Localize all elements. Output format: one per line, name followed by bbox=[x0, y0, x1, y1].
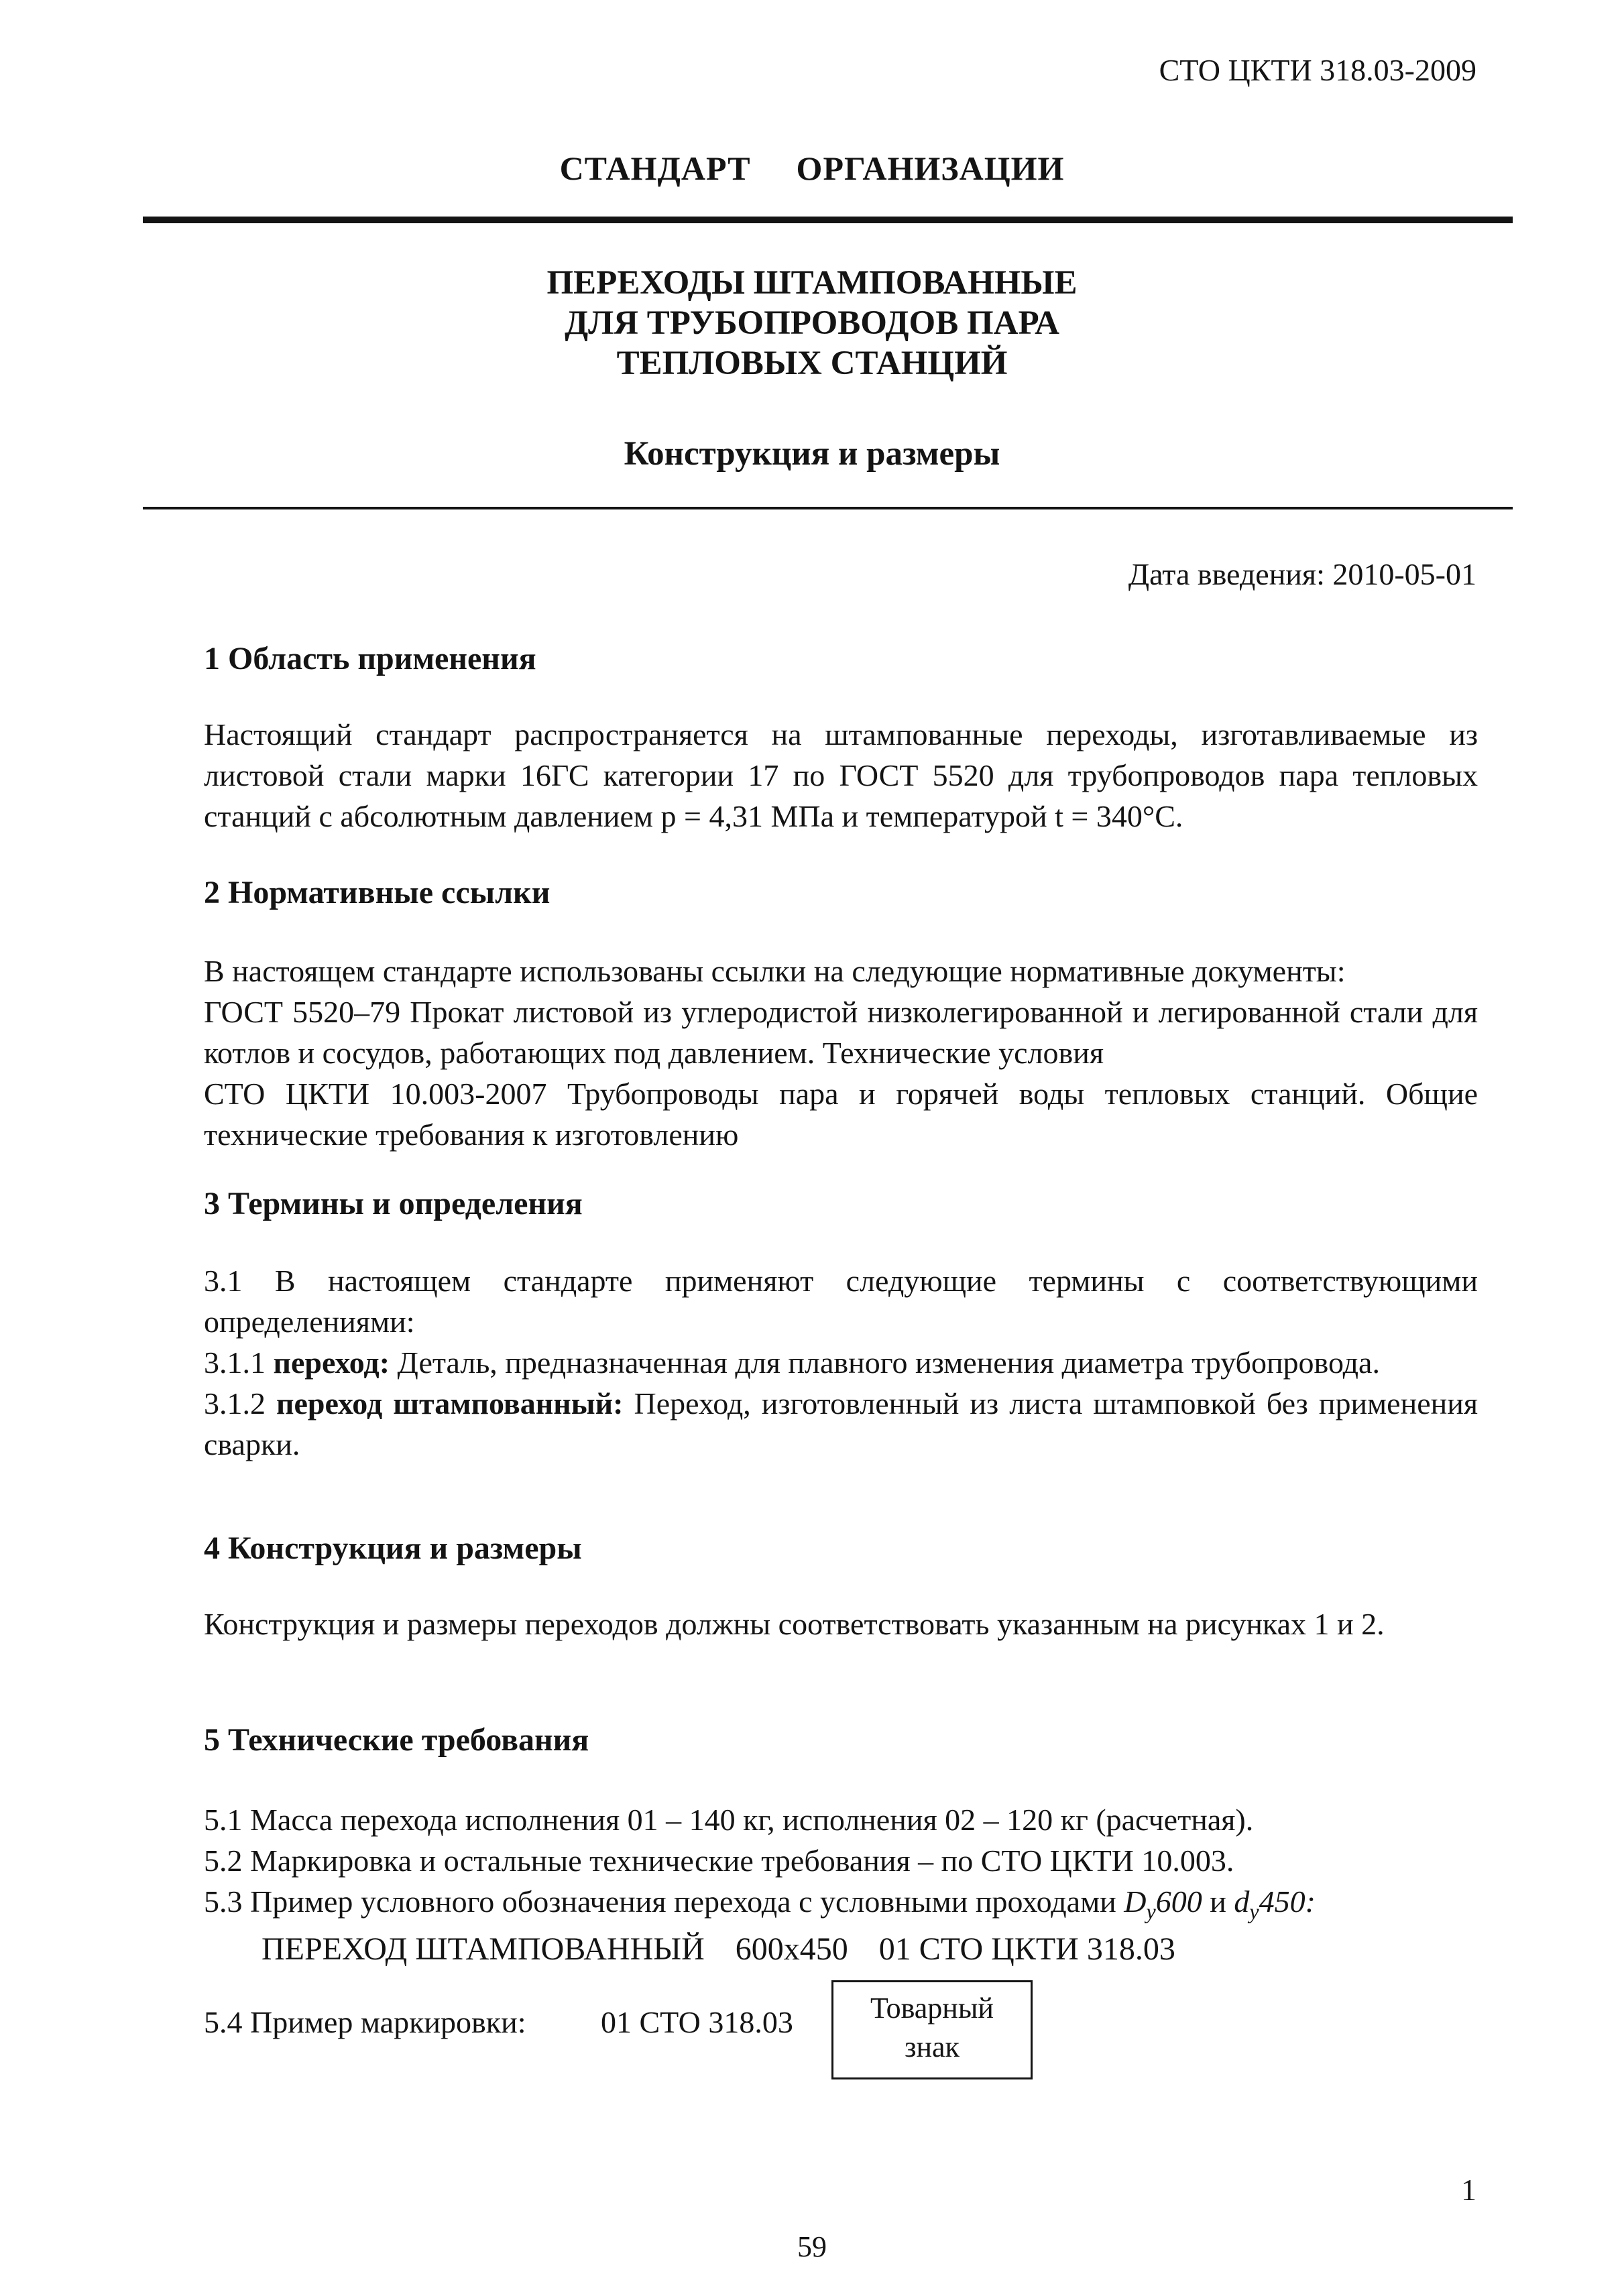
marking-example-code: 01 СТО 318.03 bbox=[601, 2005, 793, 2039]
title-line-2: ДЛЯ ТРУБОПРОВОДОВ ПАРА bbox=[565, 304, 1059, 342]
header-thick-rule bbox=[143, 217, 1513, 223]
section-1-paragraph: Настоящий стандарт распространяется на штампованные переходы, изготавливаемые из листовой стали марки 16ГС категории 17 по ГОСТ 5520 для трубопроводов пара тепловых станций с абсолютным давлением р = 4,31 МПа и температурой t = 340°С. bbox=[204, 717, 1478, 833]
term-3-1-2-definition: Переход, изготовленный из листа штамповкой без применения сварки. bbox=[204, 1386, 1478, 1461]
requirement-5-1: 5.1 Масса перехода исполнения 01 – 140 кг, исполнения 02 – 120 кг (расчетная). bbox=[204, 1803, 1254, 1837]
reference-gost-5520: ГОСТ 5520–79 Прокат листовой из углеродистой низколегированной и легированной стали для котлов и сосудов, работающих под давлением. Технические условия bbox=[204, 995, 1478, 1070]
section-1-text bbox=[204, 714, 1478, 837]
trademark-line-1: Товарный bbox=[870, 1992, 994, 2025]
marking-example-label: 5.4 Пример маркировки: bbox=[204, 2005, 526, 2039]
org-title-word-2: ОРГАНИЗАЦИИ bbox=[796, 149, 1065, 187]
section-4-heading: 4 Конструкция и размеры bbox=[204, 1530, 582, 1566]
document-title bbox=[0, 263, 1624, 383]
sheet-number: 59 bbox=[797, 2230, 827, 2263]
term-3-1-2 bbox=[204, 1383, 1478, 1465]
section-3-text bbox=[204, 1260, 1478, 1465]
designation-name: ПЕРЕХОД ШТАМПОВАННЫЙ bbox=[262, 1931, 705, 1967]
nominal-bore-d: $d_y450$: bbox=[1234, 1884, 1316, 1924]
term-3-1-1-number: 3.1.1 bbox=[204, 1345, 266, 1380]
section-2-intro: В настоящем стандарте использованы ссылки на следующие нормативные документы: bbox=[204, 954, 1346, 988]
conjunction: и bbox=[1210, 1884, 1226, 1919]
title-line-1: ПЕРЕХОДЫ ШТАМПОВАННЫЕ bbox=[546, 264, 1078, 302]
term-3-1-2-number: 3.1.2 bbox=[204, 1386, 266, 1421]
term-3-1-1 bbox=[204, 1342, 1478, 1383]
section-2-text bbox=[204, 951, 1478, 1155]
designation-standard: 01 СТО ЦКТИ 318.03 bbox=[878, 1931, 1175, 1967]
designation-example bbox=[262, 1931, 1206, 1968]
section-3-heading: 3 Термины и определения bbox=[204, 1186, 583, 1221]
document-subtitle: Конструкция и размеры bbox=[624, 435, 1000, 473]
term-intro-3-1: 3.1 В настоящем стандарте применяют следующие термины с соответствующими определениями: bbox=[204, 1264, 1478, 1339]
title-line-3: ТЕПЛОВЫХ СТАНЦИЙ bbox=[616, 345, 1008, 382]
org-title-word-1: СТАНДАРТ bbox=[559, 149, 751, 187]
nominal-bore-D: $D_y600$ bbox=[1124, 1884, 1202, 1924]
reference-sto-ckti-10003: СТО ЦКТИ 10.003-2007 Трубопроводы пара и горячей воды тепловых станций. Общие технические требования к изготовлению bbox=[204, 1077, 1478, 1152]
requirement-5-3-text: 5.3 Пример условного обозначения перехода с условными проходами bbox=[204, 1884, 1116, 1919]
section-4-paragraph: Конструкция и размеры переходов должны соответствовать указанным на рисунках 1 и 2. bbox=[204, 1607, 1385, 1641]
requirement-5-3 bbox=[204, 1881, 1478, 1932]
document-code: СТО ЦКТИ 318.03-2009 bbox=[1159, 53, 1476, 87]
section-1-heading: 1 Область применения bbox=[204, 641, 536, 676]
organization-standard-title bbox=[0, 149, 1624, 188]
effective-date: Дата введения: 2010-05-01 bbox=[1128, 557, 1476, 591]
section-5-heading: 5 Технические требования bbox=[204, 1722, 589, 1758]
trademark-line-2: знак bbox=[905, 2031, 960, 2063]
term-3-1-2-name: переход штампованный: bbox=[276, 1386, 624, 1421]
section-2-heading: 2 Нормативные ссылки bbox=[204, 875, 550, 910]
page-number: 1 bbox=[1461, 2173, 1476, 2207]
requirement-5-2: 5.2 Маркировка и остальные технические требования – по СТО ЦКТИ 10.003. bbox=[204, 1844, 1234, 1878]
term-3-1-1-name: переход: bbox=[273, 1345, 390, 1380]
title-thin-rule bbox=[143, 507, 1513, 509]
designation-size: 600х450 bbox=[735, 1931, 848, 1967]
section-4-text bbox=[204, 1604, 1478, 1644]
section-5-text bbox=[204, 1799, 1478, 1932]
trademark-box bbox=[831, 1980, 1033, 2079]
term-3-1-1-definition: Деталь, предназначенная для плавного изменения диаметра трубопровода. bbox=[397, 1345, 1380, 1380]
